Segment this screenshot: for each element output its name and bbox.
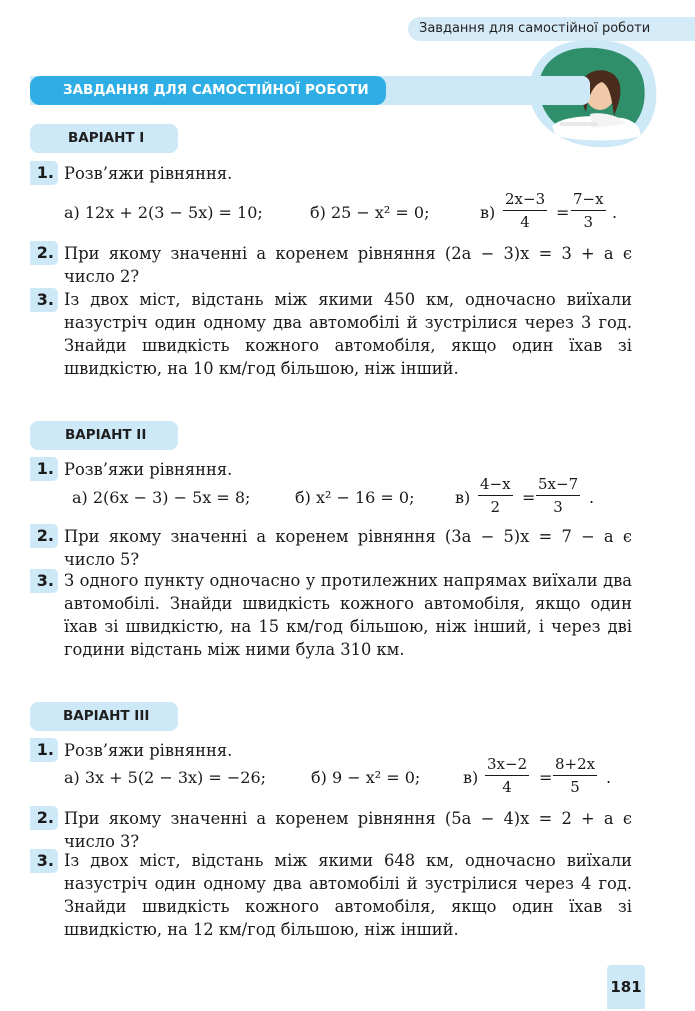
- equation-b: б) 25 − x² = 0;: [310, 203, 430, 222]
- task-number: 1.: [30, 738, 58, 762]
- task-number: 2.: [30, 524, 58, 548]
- fraction-left: 4−x 2: [480, 475, 511, 516]
- fraction-right: 7−x 3: [573, 190, 604, 231]
- equals-sign: =: [556, 203, 570, 222]
- period: .: [612, 203, 618, 222]
- fraction-right: 8+2x 5: [555, 755, 596, 796]
- period: .: [606, 768, 612, 787]
- equals-sign: =: [539, 768, 553, 787]
- task-number: 3.: [30, 849, 58, 873]
- task-text: Із двох міст, відстань між якими 450 км, одночасно виїхали назустріч один одному два автомобілі й зустрілися через 3 год. Знайди швидкість кожного автомобіля, якщо один їхав зі швидкістю, на 10 км/год більшою, ніж інший.: [64, 290, 632, 378]
- task-text-line1: При якому значенні a коренем рівняння (5a − 4)x = 2 + a є: [64, 809, 632, 828]
- equation-c-label: в): [455, 488, 471, 507]
- task-text-line2: число 5?: [64, 550, 140, 569]
- section-title-banner: ЗАВДАННЯ ДЛЯ САМОСТІЙНОЇ РОБОТИ: [30, 76, 386, 105]
- task-text-line2: число 3?: [64, 832, 140, 851]
- task-number: 2.: [30, 241, 58, 265]
- equation-c-label: в): [463, 768, 479, 787]
- task-text: Із двох міст, відстань між якими 648 км, одночасно виїхали назустріч один одному два автомобілі й зустрілися через 4 год. Знайди швидкість кожного автомобіля, якщо один їхав зі швидкістю, на 12 км/год більшою, ніж інший.: [64, 851, 632, 939]
- task-text: Розв’яжи рівняння.: [64, 460, 233, 479]
- equation-a: а) 2(6x − 3) − 5x = 8;: [72, 488, 251, 507]
- section-header-tab: Завдання для самостійної роботи: [408, 17, 695, 41]
- variant-2-label: ВАРІАНТ ІІ: [30, 421, 178, 450]
- task-number: 3.: [30, 288, 58, 312]
- task-number: 3.: [30, 569, 58, 593]
- fraction-left: 2x−3 4: [505, 190, 546, 231]
- equation-c-label: в): [480, 203, 496, 222]
- equation-a: а) 12x + 2(3 − 5x) = 10;: [64, 203, 263, 222]
- task-number: 2.: [30, 806, 58, 830]
- task-text-line1: При якому значенні a коренем рівняння (3a − 5)x = 7 − a є: [64, 527, 632, 546]
- variant-1-label: ВАРІАНТ І: [30, 124, 178, 153]
- task-text: Розв’яжи рівняння.: [64, 741, 233, 760]
- equals-sign: =: [522, 488, 536, 507]
- fraction-left: 3x−2 4: [487, 755, 528, 796]
- task-number: 1.: [30, 457, 58, 481]
- variant-3-label: ВАРІАНТ ІІІ: [30, 702, 178, 731]
- period: .: [589, 488, 595, 507]
- equation-b: б) x² − 16 = 0;: [295, 488, 415, 507]
- task-text-line2: число 2?: [64, 267, 140, 286]
- task-text: Розв’яжи рівняння.: [64, 164, 233, 183]
- task-text: З одного пункту одночасно у протилежних напрямах виїхали два автомобілі. Знайди швидкість кожного автомобіля, якщо один їхав зі швидкістю, на 15 км/год більшою, ніж інший, і через дві години відстань між ними була 310 км.: [64, 571, 632, 659]
- task-text-line1: При якому значенні a коренем рівняння (2a − 3)x = 3 + a є: [64, 244, 632, 263]
- page-number: 181: [607, 965, 645, 1009]
- task-number: 1.: [30, 161, 58, 185]
- equation-b: б) 9 − x² = 0;: [311, 768, 421, 787]
- fraction-right: 5x−7 3: [538, 475, 579, 516]
- equation-a: а) 3x + 5(2 − 3x) = −26;: [64, 768, 267, 787]
